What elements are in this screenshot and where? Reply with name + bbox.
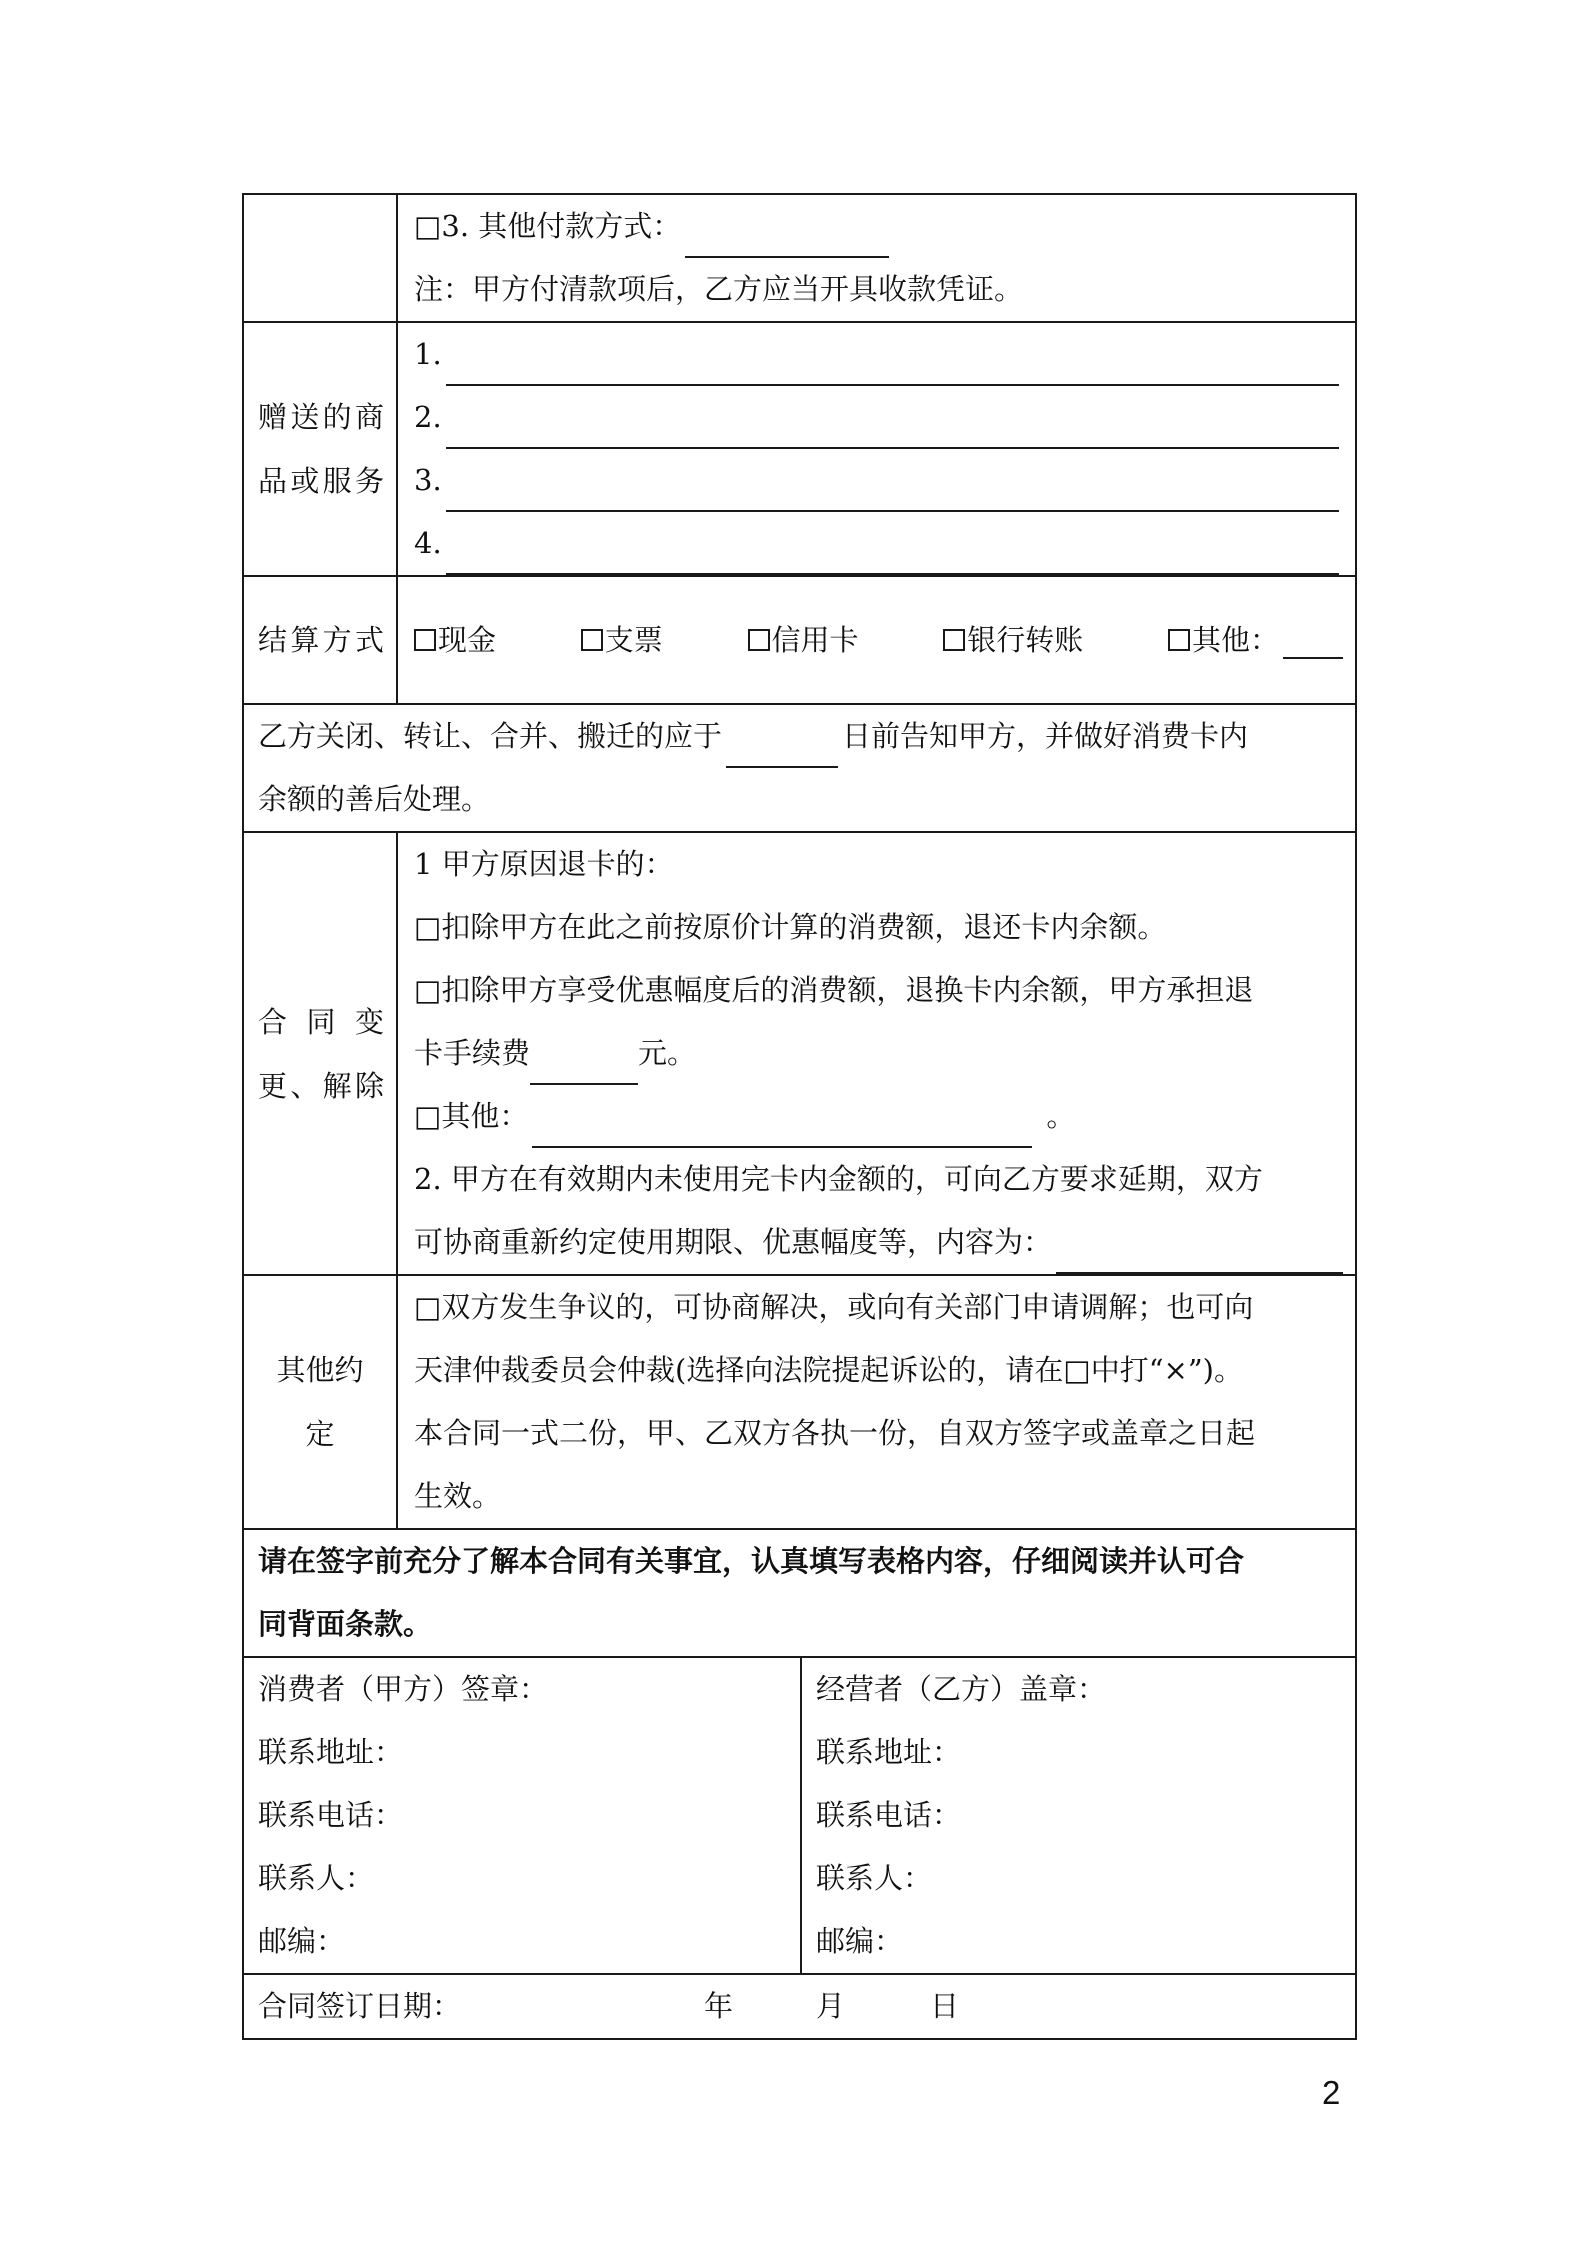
signing-month: 月 xyxy=(816,1989,846,2023)
gift-item-blank[interactable] xyxy=(446,537,1339,575)
gift-item-number: 4. xyxy=(414,526,442,560)
change-line-4 xyxy=(414,1022,1343,1085)
notice-line-1: 请在签字前充分了解本合同有关事宜，认真填写表格内容，仔细阅读并认可合 xyxy=(258,1544,1245,1578)
option-cash[interactable] xyxy=(414,609,496,672)
other-payment-blank[interactable] xyxy=(685,220,889,258)
gifts-row xyxy=(243,322,1356,576)
change-other-blank[interactable] xyxy=(532,1110,1032,1148)
operator-phone[interactable]: 联系电话： xyxy=(816,1798,962,1832)
other-terms-content-cell xyxy=(397,1275,1356,1529)
gift-item-line xyxy=(414,449,1343,512)
consumer-address[interactable]: 联系地址： xyxy=(258,1735,404,1769)
option-label: 现金 xyxy=(438,622,497,657)
option-credit-card[interactable] xyxy=(748,609,859,672)
refund-fee-unit: 元。 xyxy=(638,1036,697,1070)
consumer-phone[interactable]: 联系电话： xyxy=(258,1798,404,1832)
other-settlement-blank[interactable] xyxy=(1283,621,1343,659)
extension-blank[interactable] xyxy=(1056,1236,1343,1274)
closure-cell xyxy=(243,704,1356,832)
other-terms-line-2: 天津仲裁委员会仲裁(选择向法院提起诉讼的，请在□中打“×”)。 xyxy=(414,1353,1243,1387)
gift-item-blank[interactable] xyxy=(446,474,1339,512)
change-line-2: □扣除甲方在此之前按原价计算的消费额，退还卡内余额。 xyxy=(414,910,1167,944)
gift-item-line xyxy=(414,323,1343,386)
settlement-options-cell xyxy=(397,576,1356,704)
other-terms-line-1: □双方发生争议的，可协商解决，或向有关部门申请调解；也可向 xyxy=(414,1290,1254,1324)
signing-date-cell[interactable] xyxy=(243,1974,1356,2039)
change-line-3: □扣除甲方享受优惠幅度后的消费额，退换卡内余额，甲方承担退 xyxy=(414,973,1254,1007)
other-payment-line xyxy=(414,195,1343,258)
gift-item-number: 2. xyxy=(414,400,442,434)
consumer-contact[interactable]: 联系人： xyxy=(258,1861,375,1895)
checkbox-icon[interactable] xyxy=(1168,629,1190,651)
consumer-cell xyxy=(243,1657,801,1974)
settlement-options xyxy=(414,577,1343,703)
refund-fee-label: 卡手续费 xyxy=(414,1036,531,1070)
change-other-end: 。 xyxy=(1046,1099,1076,1133)
extension-text: 可协商重新约定使用期限、优惠幅度等，内容为： xyxy=(414,1225,1053,1259)
option-label: 其他： xyxy=(1192,622,1280,657)
page-number: 2 xyxy=(1322,2074,1341,2111)
consumer-postcode[interactable]: 邮编： xyxy=(258,1924,346,1958)
other-terms-line-4: 生效。 xyxy=(414,1479,502,1513)
signing-date-row xyxy=(243,1974,1356,2039)
payment-note: 注：甲方付清款项后，乙方应当开具收款凭证。 xyxy=(414,272,1024,306)
other-terms-row xyxy=(243,1275,1356,1529)
closure-days-blank[interactable] xyxy=(726,730,838,768)
change-row xyxy=(243,832,1356,1275)
operator-postcode[interactable]: 邮编： xyxy=(816,1924,904,1958)
gifts-label: 赠送的商品或服务 xyxy=(243,322,397,576)
checkbox-icon[interactable] xyxy=(748,629,770,651)
gift-item-blank[interactable] xyxy=(446,348,1339,386)
payment-content-cell xyxy=(397,194,1356,322)
change-line-7 xyxy=(414,1211,1343,1274)
gift-item-number: 3. xyxy=(414,463,442,497)
gift-item-number: 1. xyxy=(414,337,442,371)
closure-row xyxy=(243,704,1356,832)
option-other[interactable] xyxy=(1168,609,1343,672)
notice-line-2: 同背面条款。 xyxy=(258,1607,433,1641)
payment-row xyxy=(243,194,1356,322)
change-line-5 xyxy=(414,1085,1343,1148)
gifts-content-cell xyxy=(397,322,1356,576)
contract-form-table xyxy=(242,193,1357,2040)
gift-item-line xyxy=(414,512,1343,575)
change-other-label: □其他： xyxy=(414,1099,529,1133)
consumer-title: 消费者（甲方）签章： xyxy=(258,1672,549,1706)
operator-contact[interactable]: 联系人： xyxy=(816,1861,933,1895)
option-label: 支票 xyxy=(604,622,663,657)
payment-label-cell xyxy=(243,194,397,322)
settlement-row xyxy=(243,576,1356,704)
other-terms-label: 其他约定 xyxy=(243,1275,397,1529)
gift-item-line xyxy=(414,386,1343,449)
settlement-label: 结算方式 xyxy=(243,576,397,704)
refund-fee-blank[interactable] xyxy=(530,1047,638,1085)
change-content-cell xyxy=(397,832,1356,1275)
checkbox-icon[interactable] xyxy=(943,629,965,651)
option-label: 信用卡 xyxy=(771,622,859,657)
closure-text-b: 日前告知甲方，并做好消费卡内 xyxy=(842,719,1249,753)
other-terms-line-3: 本合同一式二份，甲、乙双方各执一份，自双方签字或盖章之日起 xyxy=(414,1416,1256,1450)
change-line-6: 2. 甲方在有效期内未使用完卡内金额的，可向乙方要求延期，双方 xyxy=(414,1162,1263,1196)
notice-cell xyxy=(243,1529,1356,1657)
operator-cell xyxy=(801,1657,1356,1974)
gift-item-blank[interactable] xyxy=(446,411,1339,449)
checkbox-icon[interactable] xyxy=(581,629,603,651)
checkbox-icon[interactable] xyxy=(414,629,436,651)
signing-day: 日 xyxy=(930,1989,960,2023)
operator-title: 经营者（乙方）盖章： xyxy=(816,1672,1107,1706)
notice-row xyxy=(243,1529,1356,1657)
closure-line-2: 余额的善后处理。 xyxy=(258,782,491,816)
parties-row xyxy=(243,1657,1356,1974)
change-line-1: 1 甲方原因退卡的： xyxy=(414,847,674,881)
signing-date-line xyxy=(258,1975,1341,2038)
other-payment-text: □3. 其他付款方式： xyxy=(414,209,682,243)
change-label: 合同变更、解除 xyxy=(243,832,397,1275)
option-bank-transfer[interactable] xyxy=(943,609,1083,672)
closure-text-a: 乙方关闭、转让、合并、搬迁的应于 xyxy=(258,719,723,753)
option-check[interactable] xyxy=(581,609,663,672)
signing-year: 年 xyxy=(704,1989,734,2023)
closure-line-1 xyxy=(258,705,1341,768)
signing-date-label: 合同签订日期： xyxy=(258,1989,462,2023)
operator-address[interactable]: 联系地址： xyxy=(816,1735,962,1769)
option-label: 银行转账 xyxy=(967,622,1084,657)
